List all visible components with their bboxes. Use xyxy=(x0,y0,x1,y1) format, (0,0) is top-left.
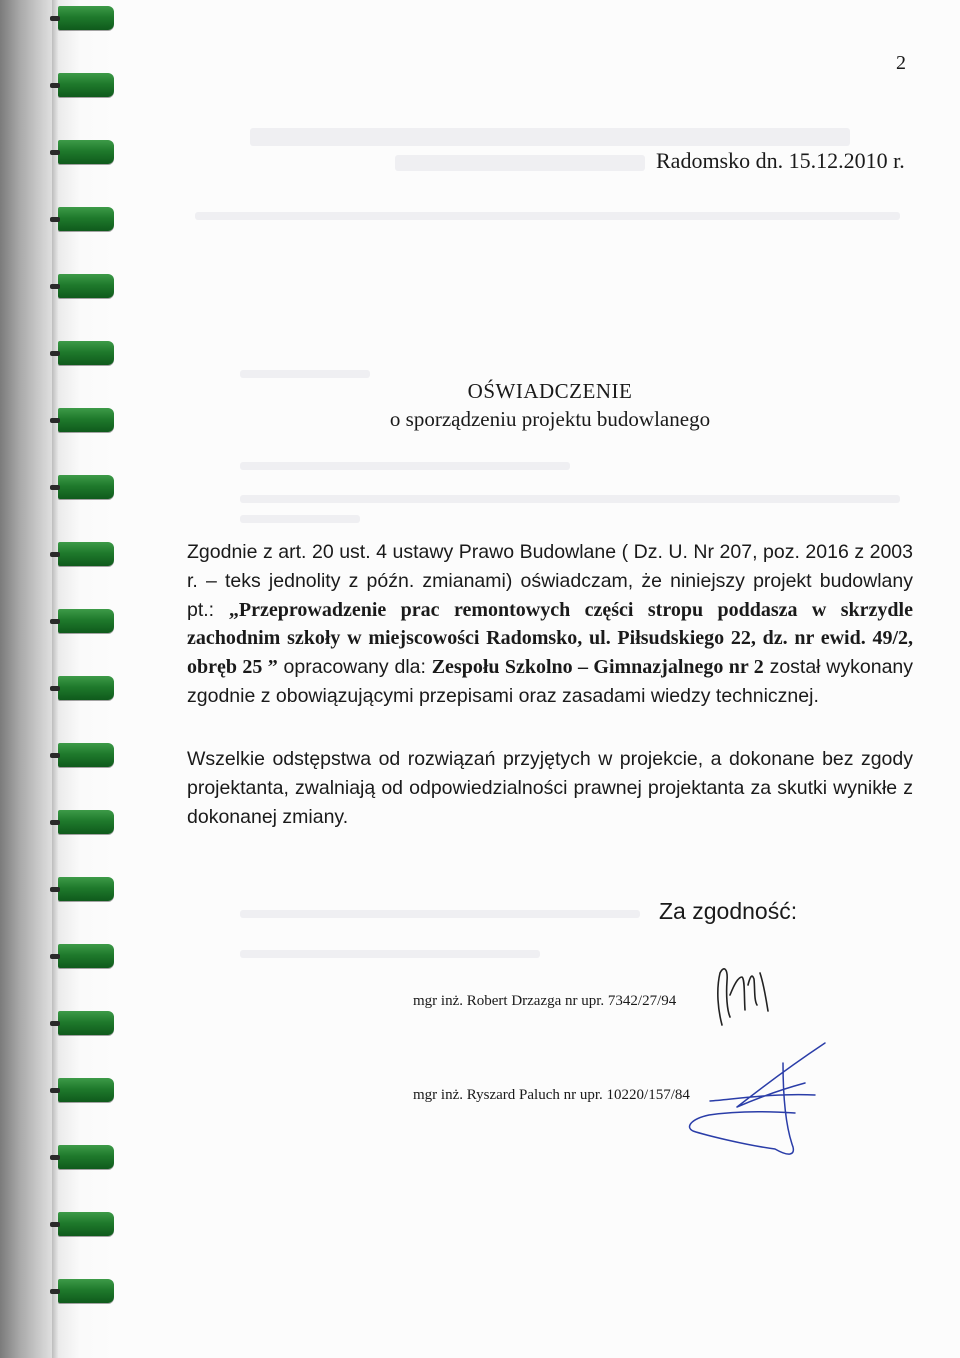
show-through-text xyxy=(395,155,645,171)
show-through-text xyxy=(240,515,360,523)
binding-ring xyxy=(58,743,114,767)
binding-ring xyxy=(58,1078,114,1102)
project-title: „Przeprowadzenie prac remontowych części stropu poddasza w skrzydle zachodnim szkoły w miejscowości Radomsko, ul. Piłsudskiego 22, dz. nr ewid. 49/2, obręb 25 ” xyxy=(187,598,913,679)
binding-ring xyxy=(58,609,114,633)
client-name: Zespołu Szkolno – Gimnazjalnego nr 2 xyxy=(431,656,764,679)
binding-ring xyxy=(58,944,114,968)
declaration-intro: Zgodnie z art. 20 ust. 4 ustawy Prawo Budowlane ( Dz. U. Nr 207, poz. 2016 z 2003 r. – teks jednolity z późn. zmianami) oświadczam, że niniejszy projekt budowlany pt.: xyxy=(187,541,913,621)
date-line: Radomsko dn. 15.12.2010 r. xyxy=(656,148,905,173)
binding-ring xyxy=(58,207,114,231)
show-through-text xyxy=(195,212,900,220)
attestation-label: Za zgodność: xyxy=(659,898,798,924)
binding-ring xyxy=(58,1011,114,1035)
page-number: 2 xyxy=(896,52,906,74)
binding-ring xyxy=(58,1145,114,1169)
signatory-drzazga: mgr inż. Robert Drzazga nr upr. 7342/27/94 xyxy=(413,993,677,1009)
binding-ring xyxy=(58,542,114,566)
binding-ring xyxy=(58,1212,114,1236)
binding-ring xyxy=(58,140,114,164)
declaration-ending: został wykonany zgodnie z obowiązującymi przepisami oraz zasadami wiedzy technicznej. xyxy=(187,656,914,707)
document-subtitle: o sporządzeniu projektu budowlanego xyxy=(389,407,711,431)
handwritten-signature-drzazga xyxy=(700,955,790,1035)
document-title: OŚWIADCZENIE xyxy=(467,379,633,403)
declaration-paragraph xyxy=(187,538,913,711)
show-through-text xyxy=(250,128,850,146)
show-through-text xyxy=(240,910,640,918)
handwritten-signature-paluch xyxy=(665,1035,835,1165)
show-through-text xyxy=(240,462,570,470)
declaration-middle: opracowany dla: xyxy=(277,656,432,679)
binding-ring xyxy=(58,73,114,97)
spiral-binding xyxy=(0,0,120,1358)
binding-ring xyxy=(58,1279,114,1303)
liability-paragraph: Wszelkie odstępstwa od rozwiązań przyjętych w projekcie, a dokonane bez zgody projektanta, zwalniają od odpowiedzialności prawnej projektanta za skutki wynikłe z dokonanej zmiany. xyxy=(187,748,913,828)
binding-ring xyxy=(58,877,114,901)
binding-ring xyxy=(58,475,114,499)
binding-ring xyxy=(58,676,114,700)
signatory-paluch: mgr inż. Ryszard Paluch nr upr. 10220/157/84 xyxy=(413,1087,690,1103)
show-through-text xyxy=(240,495,900,503)
heading-block xyxy=(0,377,960,433)
binding-ring xyxy=(58,810,114,834)
binding-ring xyxy=(58,274,114,298)
show-through-text xyxy=(240,950,540,958)
binding-ring xyxy=(58,6,114,30)
binding-ring xyxy=(58,341,114,365)
